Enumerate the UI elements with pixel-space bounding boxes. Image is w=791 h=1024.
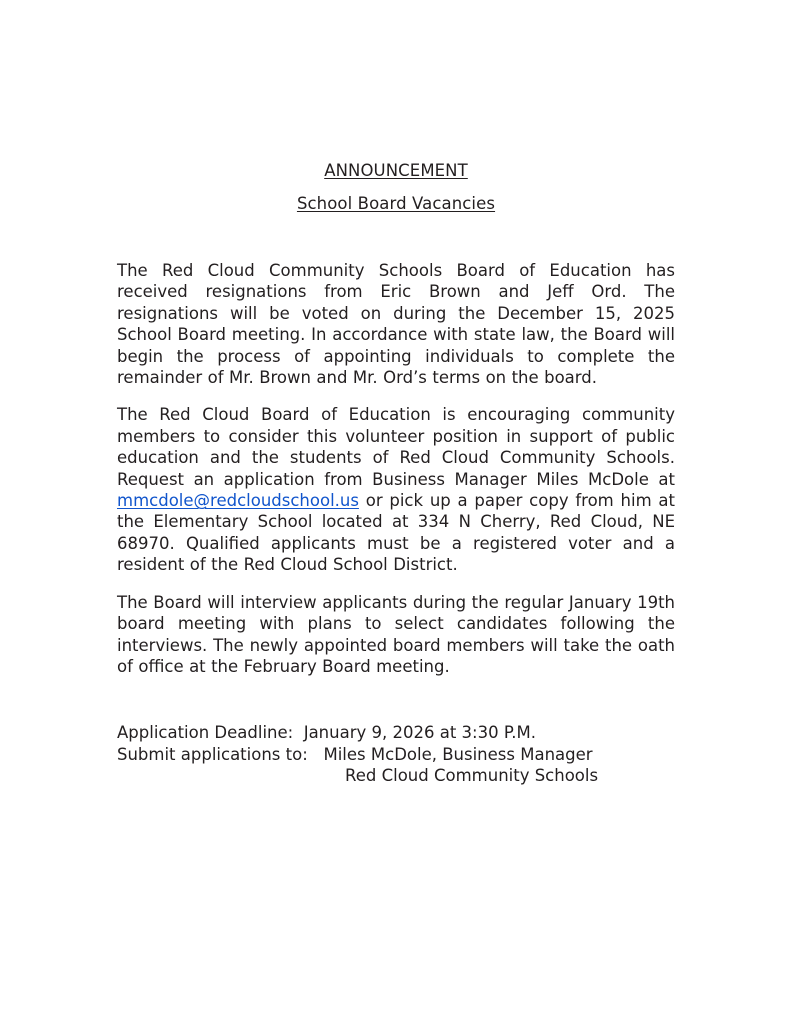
document-content — [117, 160, 675, 787]
submit-applications-line: Submit applications to: Miles McDole, Business Manager — [117, 744, 593, 764]
paragraph-interview-schedule: The Board will interview applicants during the regular January 19th board meeting with plans to select candidates following the interviews. The newly appointed board members will take the oath of office at the February Board meeting. — [117, 592, 675, 676]
announcement-heading-text: ANNOUNCEMENT — [324, 161, 468, 180]
closing-details — [117, 722, 675, 786]
announcement-heading — [117, 160, 675, 182]
heading-body-spacer — [117, 215, 675, 260]
subject-heading — [117, 193, 675, 215]
organization-name-line: Red Cloud Community Schools — [345, 766, 599, 786]
subject-heading-text: School Board Vacancies — [296, 194, 496, 213]
paragraph-application-info — [117, 404, 675, 575]
application-deadline-line: Application Deadline: January 9, 2026 at 3:30 P.M. — [117, 723, 536, 743]
paragraph-application-info-tail: or pick up a paper copy from him at the Elementary School located at 334 N Cherry, Red Cloud, NE 68970. Qualified applicants must be a registered voter and a resident of the Red Cloud School District. — [117, 491, 675, 575]
business-manager-email-link[interactable]: mmcdole@redcloudschool.us — [117, 491, 359, 511]
paragraph-application-info-lead: The Red Cloud Board of Education is encouraging community members to consider this volunteer position in support of public education and the students of Red Cloud Community Schools. Request an application from Business Manager Miles McDole at — [117, 405, 675, 489]
paragraph-resignations: The Red Cloud Community Schools Board of Education has received resignations from Eric Brown and Jeff Ord. The resignations will be voted on during the December 15, 2025 School Board meeting. In accordance with state law, the Board will begin the process of appointing individuals to complete the remainder of Mr. Brown and Mr. Ord’s terms on the board. — [117, 261, 675, 388]
